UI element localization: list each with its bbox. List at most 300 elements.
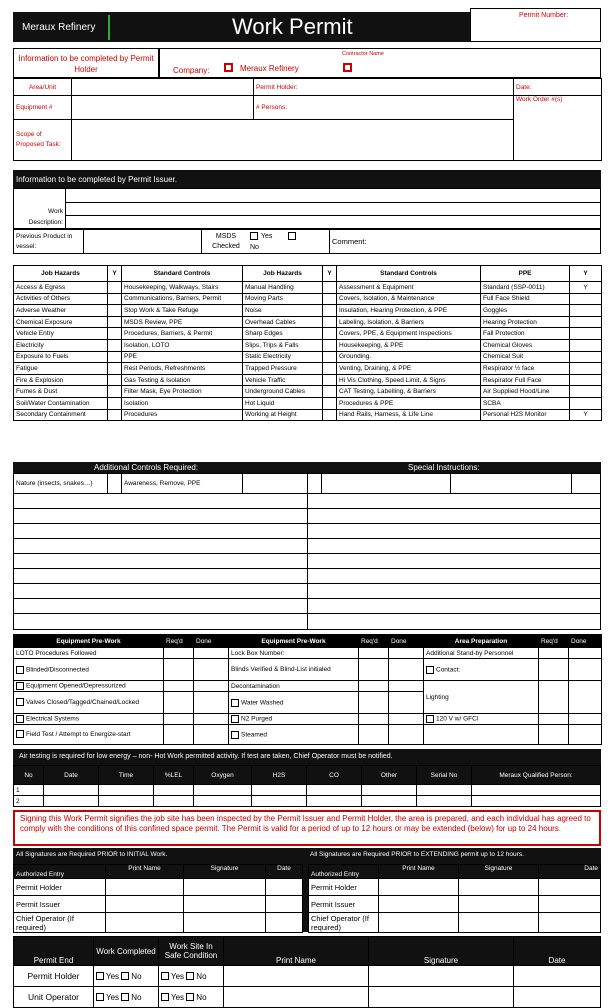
hazard-control: Grounding. bbox=[337, 351, 481, 363]
scope-label: Scope of Proposed Task: bbox=[14, 120, 72, 161]
pe-print-cell[interactable] bbox=[224, 987, 369, 1008]
reqd-cell[interactable] bbox=[539, 648, 569, 659]
sig-date-cell[interactable] bbox=[266, 879, 303, 896]
permit-end-table bbox=[13, 936, 601, 1008]
ppe-row bbox=[481, 316, 602, 328]
done-cell[interactable] bbox=[389, 714, 424, 725]
hazard-y-cell[interactable] bbox=[323, 386, 337, 398]
prework-checkbox[interactable] bbox=[16, 682, 24, 690]
gas-cell[interactable] bbox=[307, 785, 362, 796]
prework-item: Lighting bbox=[424, 681, 539, 714]
hazards-header-2: Job Hazards bbox=[243, 266, 323, 282]
prework-item: Decontamination bbox=[229, 681, 359, 692]
sig-date-cell[interactable] bbox=[266, 896, 303, 913]
hazard-name: Manual Handling bbox=[243, 282, 323, 294]
done-cell[interactable] bbox=[389, 648, 424, 659]
prework-item: Lock Box Number: bbox=[229, 648, 359, 659]
gas-col-header: Other bbox=[362, 766, 417, 785]
hazard-control: Housekeeping, Walkways, Stairs bbox=[122, 282, 243, 294]
ppe-item: Respirator ½ face bbox=[481, 363, 570, 375]
hazard-name: Fumes & Dust bbox=[14, 386, 108, 398]
ppe-y-cell[interactable] bbox=[570, 305, 602, 317]
prework-checkbox[interactable] bbox=[231, 731, 239, 739]
comment-label[interactable]: Comment: bbox=[330, 230, 601, 254]
ppe-y-cell[interactable]: Y bbox=[570, 282, 602, 294]
prework-empty[interactable] bbox=[424, 725, 539, 745]
hazard-row bbox=[14, 351, 243, 363]
ppe-y-cell[interactable] bbox=[570, 328, 602, 340]
done-cell[interactable] bbox=[389, 659, 424, 681]
notes-line bbox=[13, 538, 601, 539]
prev-product-input[interactable] bbox=[84, 230, 202, 254]
hazard-name: Exposure to Fuels bbox=[14, 351, 108, 363]
sig-signature-cell[interactable] bbox=[184, 896, 266, 913]
notes-line bbox=[13, 568, 601, 569]
page-title: Work Permit bbox=[232, 14, 353, 39]
sig-print-cell[interactable] bbox=[106, 879, 184, 896]
hazards-y-header-2: Y bbox=[323, 266, 337, 282]
pe-signature-cell[interactable] bbox=[369, 966, 514, 987]
hazard-y-cell[interactable] bbox=[323, 282, 337, 294]
no-checkbox[interactable] bbox=[186, 993, 194, 1001]
prework-item: LOTO Procedures Followed bbox=[14, 648, 164, 659]
hazard-control: Rest Periods, Refreshments bbox=[122, 363, 243, 375]
sig-sig-label-2: Signature bbox=[459, 865, 539, 879]
hazard-control: Procedures & PPE bbox=[337, 397, 481, 409]
hazard-name: Underground Cables bbox=[243, 386, 323, 398]
pe-print-cell[interactable] bbox=[224, 966, 369, 987]
area-input[interactable] bbox=[72, 79, 254, 96]
hazard-control: Assessment & Equipment bbox=[337, 282, 481, 294]
prework-checkbox[interactable] bbox=[16, 730, 24, 738]
hazard-name: Electricity bbox=[14, 339, 108, 351]
hazard-y-cell[interactable] bbox=[108, 316, 122, 328]
reqd-cell[interactable] bbox=[359, 725, 389, 745]
hazard-y-cell[interactable] bbox=[323, 316, 337, 328]
gas-col-header: H2S bbox=[252, 766, 307, 785]
msds-no-label: No bbox=[250, 244, 259, 251]
controls-header: Standard Controls bbox=[122, 266, 243, 282]
hazard-control: Housekeeping, & PPE bbox=[337, 339, 481, 351]
no-label: No bbox=[196, 992, 207, 1002]
gas-cell[interactable] bbox=[417, 785, 472, 796]
date-label[interactable]: Date: bbox=[514, 79, 602, 96]
done-cell[interactable] bbox=[194, 692, 229, 714]
hazard-y-cell[interactable] bbox=[108, 328, 122, 340]
pe-role: Permit Holder bbox=[14, 966, 94, 987]
gas-col-header: No bbox=[14, 766, 44, 785]
hazard-name: Adverse Weather bbox=[14, 305, 108, 317]
work-completed-label: Work Completed bbox=[94, 937, 159, 966]
addl-input-1[interactable] bbox=[243, 474, 308, 494]
sig-print-label: Print Name bbox=[106, 865, 184, 879]
pe-yesno bbox=[94, 987, 159, 1008]
hazard-control: Filter Mask, Eye Protection bbox=[122, 386, 243, 398]
hazard-name: Hot Liquid bbox=[243, 397, 323, 409]
hazard-y-cell[interactable] bbox=[108, 293, 122, 305]
addl-input-3[interactable] bbox=[451, 474, 572, 494]
yes-label: Yes bbox=[171, 992, 185, 1002]
hazard-control: Labeling, Isolation, & Barriers bbox=[337, 316, 481, 328]
ppe-y-cell[interactable]: Y bbox=[570, 409, 602, 421]
work-desc-line-3[interactable] bbox=[66, 216, 601, 229]
msds-no-checkbox[interactable] bbox=[288, 232, 296, 240]
company-option: Meraux Refinery bbox=[240, 64, 299, 73]
ppe-y-cell[interactable] bbox=[570, 293, 602, 305]
ppe-row bbox=[481, 374, 602, 386]
hazard-y-cell[interactable] bbox=[323, 305, 337, 317]
no-checkbox[interactable] bbox=[186, 972, 194, 980]
reqd-cell[interactable] bbox=[164, 681, 194, 692]
prework-item: Equipment Opened/Depressurized bbox=[26, 682, 126, 690]
addl-input-2[interactable] bbox=[322, 474, 451, 494]
site-safe-label: Work Site In Safe Condition bbox=[159, 937, 224, 966]
hazard-control: Stop Work & Take Refuge bbox=[122, 305, 243, 317]
done-cell[interactable] bbox=[194, 714, 229, 725]
done-cell[interactable] bbox=[194, 648, 229, 659]
hazard-y-cell[interactable] bbox=[323, 397, 337, 409]
prework-item: Blinds Verified & Blind-List initialed bbox=[229, 659, 359, 681]
prework-item-row bbox=[229, 692, 359, 714]
sig-role: Permit Holder bbox=[14, 879, 106, 896]
prework-item: Additional Stand-by Personnel bbox=[424, 648, 539, 659]
hazard-control: Hand Rails, Harness, & Life Line bbox=[337, 409, 481, 421]
hazard-row bbox=[14, 374, 243, 386]
addl-y-1[interactable] bbox=[308, 474, 322, 494]
done-cell[interactable] bbox=[569, 648, 602, 659]
msds-label: MSDS Checked bbox=[212, 233, 240, 250]
reqd-cell[interactable] bbox=[164, 714, 194, 725]
gas-table bbox=[13, 765, 601, 807]
done-cell[interactable] bbox=[389, 725, 424, 745]
reqd-cell[interactable] bbox=[359, 714, 389, 725]
additional-heading: Additional Controls Required: bbox=[94, 463, 199, 472]
gas-cell[interactable] bbox=[362, 796, 417, 807]
notes-line bbox=[13, 523, 601, 524]
hazard-y-cell[interactable] bbox=[323, 339, 337, 351]
reqd-cell[interactable] bbox=[539, 681, 569, 714]
hazard-row bbox=[243, 305, 481, 317]
ppe-table bbox=[480, 265, 602, 421]
prework-table bbox=[13, 634, 602, 745]
prework-item: Electrical Systems bbox=[26, 715, 80, 723]
ppe-row bbox=[481, 351, 602, 363]
hazard-y-cell[interactable] bbox=[323, 351, 337, 363]
gas-cell[interactable] bbox=[154, 796, 194, 807]
hazard-y-cell[interactable] bbox=[108, 339, 122, 351]
prework-item: Blinded/Disconnected bbox=[26, 666, 89, 674]
notes-divider bbox=[307, 493, 308, 630]
ppe-y-header: Y bbox=[570, 266, 602, 282]
ppe-y-cell[interactable] bbox=[570, 363, 602, 375]
prework-item-row bbox=[14, 659, 164, 681]
hazard-row bbox=[14, 386, 243, 398]
reqd-cell[interactable] bbox=[164, 648, 194, 659]
hazard-row bbox=[243, 339, 481, 351]
hazard-row bbox=[243, 282, 481, 294]
gas-row bbox=[14, 796, 601, 807]
sig-signature-cell[interactable] bbox=[459, 879, 539, 896]
hazard-y-cell[interactable] bbox=[323, 328, 337, 340]
contractor-checkbox[interactable] bbox=[343, 63, 352, 72]
prework-item-row bbox=[14, 681, 164, 692]
hazard-control: Insulation, Hearing Protection, & PPE bbox=[337, 305, 481, 317]
equipment-input[interactable] bbox=[72, 96, 254, 120]
ppe-y-cell[interactable] bbox=[570, 351, 602, 363]
sig-date-cell[interactable] bbox=[539, 896, 601, 913]
gas-cell[interactable] bbox=[44, 785, 99, 796]
equipment-label: Equipment # bbox=[14, 96, 72, 120]
ppe-row bbox=[481, 363, 602, 375]
hazard-name: Fire & Explosion bbox=[14, 374, 108, 386]
no-checkbox[interactable] bbox=[121, 972, 129, 980]
reqd-cell[interactable] bbox=[359, 692, 389, 714]
area-prep-heading: Area Preparation bbox=[424, 635, 539, 648]
gas-cell[interactable] bbox=[99, 796, 154, 807]
hazard-control: Covers, PPE, & Equipment Inspections bbox=[337, 328, 481, 340]
hazard-row bbox=[14, 316, 243, 328]
pe-date-label: Date bbox=[514, 937, 601, 966]
hazard-y-cell[interactable] bbox=[108, 374, 122, 386]
done-cell[interactable] bbox=[569, 681, 602, 714]
prework-checkbox[interactable] bbox=[231, 699, 239, 707]
gas-cell[interactable] bbox=[252, 796, 307, 807]
prework-item-row bbox=[229, 725, 359, 745]
ppe-row bbox=[481, 386, 602, 398]
ppe-row bbox=[481, 397, 602, 409]
yes-checkbox[interactable] bbox=[96, 993, 104, 1001]
ppe-item: Personal H2S Monitor bbox=[481, 409, 570, 421]
pe-signature-cell[interactable] bbox=[369, 987, 514, 1008]
notes-line bbox=[13, 613, 601, 614]
sig-signature-cell[interactable] bbox=[184, 879, 266, 896]
ppe-y-cell[interactable] bbox=[570, 316, 602, 328]
done-cell[interactable] bbox=[194, 659, 229, 681]
reqd-cell[interactable] bbox=[164, 725, 194, 745]
done-cell[interactable] bbox=[194, 725, 229, 745]
prework-checkbox[interactable] bbox=[426, 666, 434, 674]
permit-end-label: Permit End bbox=[14, 937, 94, 966]
reqd-cell[interactable] bbox=[539, 714, 569, 725]
sig-print-cell[interactable] bbox=[379, 896, 459, 913]
hazard-y-cell[interactable] bbox=[323, 363, 337, 375]
sig-role: Permit Holder bbox=[309, 879, 379, 896]
work-desc-line-1[interactable] bbox=[66, 189, 601, 203]
gas-col-header: %LEL bbox=[154, 766, 194, 785]
hazard-y-cell[interactable] bbox=[108, 386, 122, 398]
done-cell[interactable] bbox=[389, 681, 424, 692]
sig-auth-label-2: Authorized Entry bbox=[309, 865, 379, 879]
sig-print-cell[interactable] bbox=[106, 896, 184, 913]
msds-cell bbox=[202, 230, 330, 254]
no-label: No bbox=[196, 971, 207, 981]
gas-cell[interactable] bbox=[362, 785, 417, 796]
hazard-control: Procedures bbox=[122, 409, 243, 421]
sig-print-cell[interactable] bbox=[379, 879, 459, 896]
ppe-y-cell[interactable] bbox=[570, 397, 602, 409]
reqd-cell[interactable] bbox=[359, 659, 389, 681]
reqd-cell[interactable] bbox=[539, 659, 569, 681]
hazard-y-cell[interactable] bbox=[108, 282, 122, 294]
pe-yesno bbox=[159, 987, 224, 1008]
hazard-y-cell[interactable] bbox=[108, 351, 122, 363]
sig-date-cell[interactable] bbox=[539, 879, 601, 896]
prework-item: 120 V w/ GFCI bbox=[436, 715, 479, 723]
ppe-row bbox=[481, 409, 602, 421]
gas-col-header: Serial No bbox=[417, 766, 472, 785]
sig-role: Chief Operator (If required) bbox=[14, 913, 106, 933]
sig-date-cell[interactable] bbox=[539, 913, 601, 933]
prev-product-grid bbox=[13, 229, 601, 254]
hazard-name: Moving Parts bbox=[243, 293, 323, 305]
prework-item-row bbox=[14, 692, 164, 714]
sig-role: Permit Issuer bbox=[14, 896, 106, 913]
hazard-control: CAT Testing, Labelling, & Barriers bbox=[337, 386, 481, 398]
ppe-item: Air Supplied Hood/Line bbox=[481, 386, 570, 398]
gas-row-no: 2 bbox=[14, 796, 44, 807]
gas-col-header: Time bbox=[99, 766, 154, 785]
pe-date-cell[interactable] bbox=[514, 987, 601, 1008]
hazard-name: Secondary Containment bbox=[14, 409, 108, 421]
sig-print-cell[interactable] bbox=[379, 913, 459, 933]
hazard-y-cell[interactable] bbox=[108, 363, 122, 375]
holder-grid bbox=[13, 78, 602, 161]
gas-cell[interactable] bbox=[194, 785, 252, 796]
hazard-y-cell[interactable] bbox=[323, 374, 337, 386]
done-cell[interactable] bbox=[569, 725, 602, 745]
work-desc-line-2[interactable] bbox=[66, 203, 601, 216]
reqd-cell[interactable] bbox=[539, 725, 569, 745]
hazard-y-cell[interactable] bbox=[323, 409, 337, 421]
hazard-row bbox=[14, 339, 243, 351]
pe-yesno bbox=[94, 966, 159, 987]
yes-checkbox[interactable] bbox=[161, 993, 169, 1001]
hazard-name: Sharp Edges bbox=[243, 328, 323, 340]
hazard-name: Overhead Cables bbox=[243, 316, 323, 328]
reqd-cell[interactable] bbox=[164, 692, 194, 714]
msds-yes-checkbox[interactable] bbox=[250, 232, 258, 240]
permit-holder-label[interactable]: Permit Holder: bbox=[254, 79, 514, 96]
ppe-y-cell[interactable] bbox=[570, 339, 602, 351]
no-checkbox[interactable] bbox=[121, 993, 129, 1001]
pe-role: Unit Operator bbox=[14, 987, 94, 1008]
sig-print-cell[interactable] bbox=[106, 913, 184, 933]
hazard-control: Gas Testing & Isolation bbox=[122, 374, 243, 386]
scope-input[interactable] bbox=[72, 120, 514, 161]
ppe-row bbox=[481, 282, 602, 294]
nature-y[interactable] bbox=[108, 474, 122, 494]
gas-cell[interactable] bbox=[307, 796, 362, 807]
reqd-h2: Req'd bbox=[359, 635, 389, 648]
eq-prework-heading-2: Equipment Pre-Work bbox=[229, 635, 359, 648]
prework-checkbox[interactable] bbox=[16, 666, 24, 674]
nature-value: Awareness, Remove, PPE bbox=[122, 474, 243, 494]
special-heading: Special Instructions: bbox=[408, 463, 480, 472]
sig-date-cell[interactable] bbox=[266, 913, 303, 933]
ppe-y-cell[interactable] bbox=[570, 374, 602, 386]
hazard-y-cell[interactable] bbox=[108, 409, 122, 421]
done-cell[interactable] bbox=[569, 714, 602, 725]
reqd-cell[interactable] bbox=[359, 648, 389, 659]
pe-date-cell[interactable] bbox=[514, 966, 601, 987]
header-company: Meraux Refinery bbox=[22, 22, 96, 33]
ppe-item: Full Face Shield bbox=[481, 293, 570, 305]
work-desc-grid bbox=[13, 188, 601, 229]
prework-checkbox[interactable] bbox=[16, 698, 24, 706]
ppe-row bbox=[481, 305, 602, 317]
workorder-label[interactable]: Work Order #(s) bbox=[514, 96, 602, 161]
prework-checkbox[interactable] bbox=[16, 715, 24, 723]
hazard-row bbox=[243, 409, 481, 421]
ppe-row bbox=[481, 339, 602, 351]
work-desc-label: Work Description: bbox=[14, 189, 66, 229]
prework-item: Water Washed bbox=[241, 699, 284, 707]
prework-checkbox[interactable] bbox=[426, 715, 434, 723]
hazard-y-cell[interactable] bbox=[323, 293, 337, 305]
reqd-cell[interactable] bbox=[359, 681, 389, 692]
gas-row bbox=[14, 785, 601, 796]
ppe-y-cell[interactable] bbox=[570, 386, 602, 398]
sig-signature-cell[interactable] bbox=[459, 913, 539, 933]
sig-date-label-2: Date bbox=[539, 865, 601, 879]
gas-cell[interactable] bbox=[252, 785, 307, 796]
hazard-row bbox=[243, 397, 481, 409]
sig-role: Chief Operator (If required) bbox=[309, 913, 379, 933]
sig-signature-cell[interactable] bbox=[459, 896, 539, 913]
hazard-row bbox=[14, 305, 243, 317]
done-cell[interactable] bbox=[194, 681, 229, 692]
done-cell[interactable] bbox=[569, 659, 602, 681]
addl-input-4[interactable] bbox=[572, 474, 601, 494]
notes-line bbox=[13, 583, 601, 584]
prework-checkbox[interactable] bbox=[231, 715, 239, 723]
header-divider bbox=[108, 15, 110, 40]
hazard-row bbox=[14, 409, 243, 421]
sig-signature-cell[interactable] bbox=[184, 913, 266, 933]
prework-item-row bbox=[424, 659, 539, 681]
reqd-cell[interactable] bbox=[164, 659, 194, 681]
done-cell[interactable] bbox=[389, 692, 424, 714]
done-h1: Done bbox=[194, 635, 229, 648]
hazard-control: Communications, Barriers, Permit bbox=[122, 293, 243, 305]
gas-cell[interactable] bbox=[44, 796, 99, 807]
gas-col-header: Date bbox=[44, 766, 99, 785]
gas-cell[interactable] bbox=[472, 796, 601, 807]
hazards-table-right bbox=[242, 265, 481, 421]
hazard-y-cell[interactable] bbox=[108, 397, 122, 409]
holder-heading: Information to be completed by Permit Holder bbox=[18, 54, 154, 74]
controls-header-2: Standard Controls bbox=[337, 266, 481, 282]
yes-checkbox[interactable] bbox=[96, 972, 104, 980]
company-checkbox[interactable] bbox=[224, 63, 233, 72]
persons-label[interactable]: # Persons: bbox=[254, 96, 514, 120]
gas-cell[interactable] bbox=[99, 785, 154, 796]
yes-checkbox[interactable] bbox=[161, 972, 169, 980]
hazard-control: Venting, Draining, & PPE bbox=[337, 363, 481, 375]
permit-number-label: Permit Number: bbox=[519, 12, 569, 19]
gas-cell[interactable] bbox=[154, 785, 194, 796]
gas-note: Air testing is required for low energy – non- Hot Work permitted activity. If test are taken, Chief Operator must be notified. bbox=[13, 749, 601, 783]
gas-cell[interactable] bbox=[417, 796, 472, 807]
hazard-y-cell[interactable] bbox=[108, 305, 122, 317]
signing-statement: Signing this Work Permit signifies the job site has been inspected by the Permit Issuer and Permit Holder, the area is prepared, and each individual has agreed to comply with the conditions of this confined space permit. The Permit is valid for a period of up to 12 hours or may be extended (below) for up to 24 hours. bbox=[13, 810, 601, 846]
yes-label: Yes bbox=[171, 971, 185, 981]
yes-label: Yes bbox=[106, 971, 120, 981]
gas-cell[interactable] bbox=[194, 796, 252, 807]
gas-cell[interactable] bbox=[472, 785, 601, 796]
contractor-label: Contractor Name bbox=[342, 51, 384, 57]
pe-yesno bbox=[159, 966, 224, 987]
